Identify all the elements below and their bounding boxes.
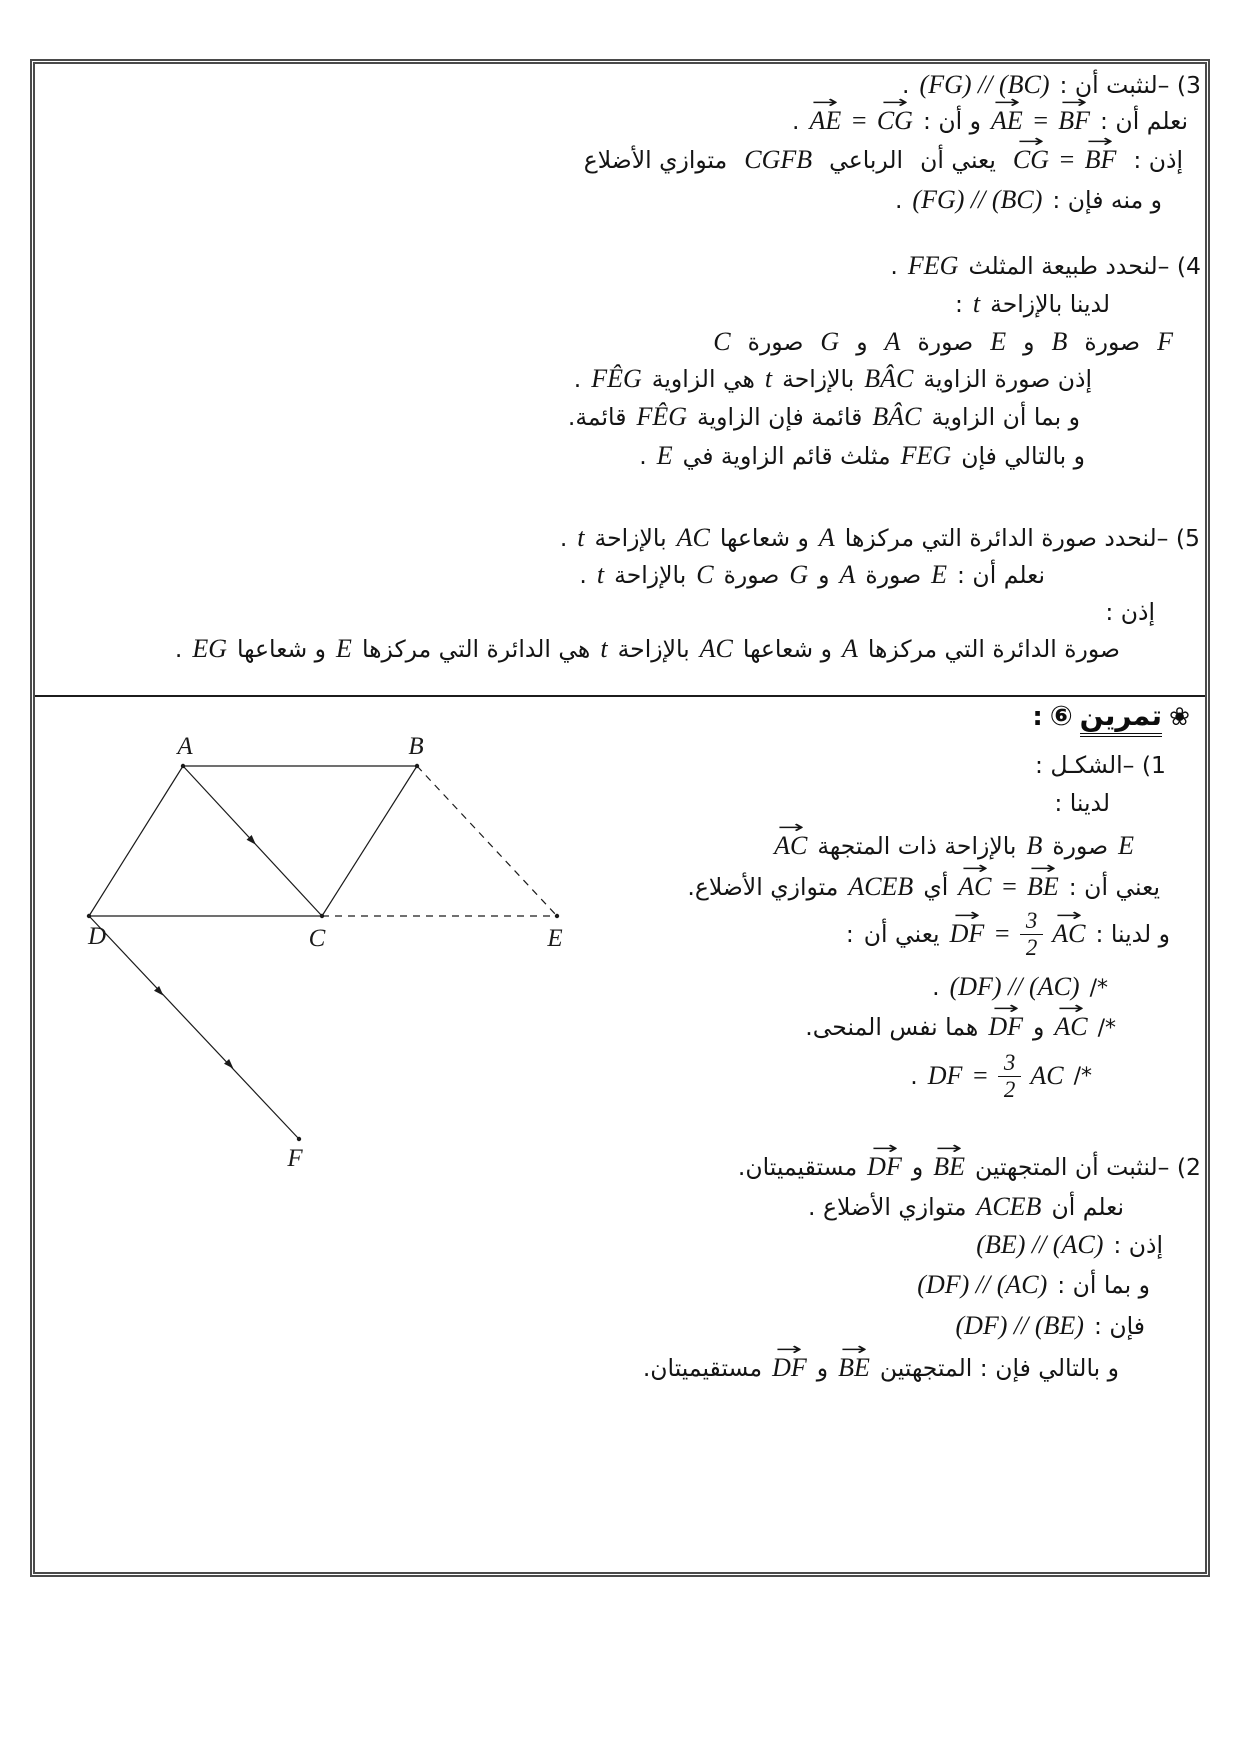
colon: : xyxy=(1032,702,1043,732)
point-c: C xyxy=(713,327,731,356)
solution-line-5-3 xyxy=(1105,598,1155,626)
solution-line-4-5 xyxy=(568,402,1080,432)
statement-text: لدينا : xyxy=(1054,789,1110,817)
solution-line-3-4 xyxy=(895,185,1162,215)
point-g: G xyxy=(820,327,840,356)
translation-symbol: t xyxy=(972,289,981,318)
vector-be: → BE xyxy=(838,1353,870,1383)
statement-text: نعلم أن : xyxy=(957,561,1045,589)
math-parallel: (FG) // (BC) xyxy=(919,70,1050,99)
exercise-number: ⑥ xyxy=(1049,701,1073,732)
statement-text: بالإزاحة xyxy=(614,561,687,589)
period: . xyxy=(579,561,587,589)
length-ac: AC xyxy=(1030,1061,1064,1091)
period: . xyxy=(559,524,568,552)
equals-sign: = xyxy=(850,106,868,135)
translation-symbol: t xyxy=(596,560,605,589)
statement-text: بالإزاحة ذات المتجهة xyxy=(817,832,1017,860)
radius-ac: AC xyxy=(676,523,710,552)
point-dot-b xyxy=(415,764,419,768)
statement-text: لدينا بالإزاحة xyxy=(990,290,1110,318)
solution-line-6-1-2 xyxy=(1054,789,1110,817)
statement-text: متوازي الأضلاع . xyxy=(808,1193,967,1221)
equals-sign: = xyxy=(1000,872,1019,901)
equals-sign: = xyxy=(1058,145,1076,174)
statement-text: صورة الدائرة التي مركزها xyxy=(867,635,1120,663)
period: . xyxy=(902,71,910,99)
point-label-d: D xyxy=(87,923,107,950)
radius-ac: AC xyxy=(699,634,733,663)
solution-line-5-4 xyxy=(175,634,1120,664)
fraction-numerator: 3 xyxy=(1020,908,1043,935)
point-dot-e xyxy=(555,914,559,918)
statement-text: هي الزاوية xyxy=(651,365,755,393)
solution-line-6-2-5 xyxy=(955,1311,1145,1341)
statement-text: صورة xyxy=(747,328,804,356)
solution-line-3-2 xyxy=(792,106,1188,136)
fraction-three-halves xyxy=(998,1050,1021,1102)
vector-bf: → BF xyxy=(1058,106,1090,136)
vector-bf: → BF xyxy=(1085,145,1117,175)
statement-text: و xyxy=(816,1354,829,1382)
statement-text: مستقيميتان. xyxy=(737,1153,858,1181)
statement-text: إذن : xyxy=(1105,598,1155,626)
vector-ac: → AC xyxy=(1054,1012,1087,1042)
point-dot-c xyxy=(320,914,324,918)
vector-equation-with-fraction xyxy=(950,908,1086,960)
vector-ac: → AC xyxy=(774,831,807,861)
bullet-star: */ xyxy=(1073,1063,1092,1089)
solution-line-6-1-4 xyxy=(687,872,1160,902)
statement-text: و لدينا : xyxy=(1095,920,1170,949)
statement-text: صورة xyxy=(865,561,922,589)
exercise-title-word: تمرين xyxy=(1080,699,1162,737)
statement-text: هما نفس المنحى. xyxy=(805,1013,979,1041)
statement-text: و xyxy=(1032,1013,1045,1041)
statement-text: و شعاعها xyxy=(719,524,809,552)
solution-line-6-2-4 xyxy=(917,1270,1150,1300)
statement-text: بالإزاحة xyxy=(617,635,690,663)
solution-line-6-1-8 xyxy=(910,1050,1092,1102)
solution-line-6-1-1 xyxy=(1035,751,1166,779)
statement-text: و بالتالي فإن : المتجهتين xyxy=(879,1354,1119,1382)
segment-df xyxy=(89,916,299,1139)
statement-text: صورة xyxy=(1052,832,1109,860)
flower-icon: ❀ xyxy=(1169,702,1190,731)
point-a: A xyxy=(884,327,901,356)
statement-text: و شعاعها xyxy=(742,635,832,663)
statement-text: إذن : xyxy=(1133,146,1183,174)
fraction-denominator: 2 xyxy=(1003,1076,1016,1102)
statement-text: متوازي الأضلاع. xyxy=(687,873,839,901)
statement-text: و أن : xyxy=(922,107,981,135)
quadrilateral-name: ACEB xyxy=(848,872,914,901)
triangle-name: FEG xyxy=(900,441,952,470)
fraction-numerator: 3 xyxy=(998,1050,1021,1077)
statement-text: و بالتالي فإن xyxy=(961,442,1085,470)
statement-text: مثلث قائم الزاوية في xyxy=(682,442,891,470)
segment-be-dashed xyxy=(417,766,557,916)
segment-ad xyxy=(89,766,183,916)
point-f: F xyxy=(1157,327,1173,356)
statement-text: قائمة فإن الزاوية xyxy=(696,403,863,431)
point-c: C xyxy=(696,560,714,589)
period: . xyxy=(932,973,940,1001)
equals-sign: = xyxy=(1031,106,1050,135)
geometry-figure xyxy=(58,698,618,1178)
solution-line-4-1 xyxy=(890,251,1201,281)
section-divider xyxy=(35,695,1205,697)
statement-text: مستقيميتان. xyxy=(642,1354,763,1382)
quadrilateral-name: ACEB xyxy=(976,1192,1042,1221)
math-parallel: (BE) // (AC) xyxy=(976,1230,1104,1259)
statement-text: 4) –لنحدد طبيعة المثلث xyxy=(968,252,1201,280)
math-parallel: (DF) // (AC) xyxy=(917,1270,1048,1299)
triangle-name: FEG xyxy=(907,251,959,280)
point-a: A xyxy=(818,523,835,552)
vector-df: → DF xyxy=(867,1152,902,1182)
statement-text: نعلم أن xyxy=(1051,1193,1124,1221)
point-a: A xyxy=(839,560,856,589)
segment-cb xyxy=(322,766,417,916)
point-b: B xyxy=(1026,831,1043,860)
period: . xyxy=(890,252,898,280)
vector-df: → DF xyxy=(988,1012,1023,1042)
statement-text: إذن صورة الزاوية xyxy=(923,365,1092,393)
statement-text: متوازي الأضلاع xyxy=(583,146,728,174)
statement-text: 3) –لنثبت أن : xyxy=(1059,71,1201,99)
statement-text: صورة xyxy=(1084,328,1141,356)
vector-ac: → AC xyxy=(958,872,991,902)
statement-text: قائمة. xyxy=(567,403,627,431)
solution-line-6-2-2 xyxy=(808,1192,1124,1222)
fraction-three-halves xyxy=(1020,908,1043,960)
point-label-c: C xyxy=(308,925,326,952)
statement-text: أي xyxy=(923,873,949,901)
solution-line-6-2-3 xyxy=(976,1230,1163,1260)
point-e: E xyxy=(336,634,352,663)
equals-sign: = xyxy=(971,1061,989,1091)
translation-symbol: t xyxy=(577,523,585,552)
point-e: E xyxy=(990,327,1007,356)
translation-symbol: t xyxy=(764,364,773,393)
period: . xyxy=(894,186,903,214)
angle-bac: BÂC xyxy=(864,364,914,393)
vector-equation xyxy=(810,106,913,136)
statement-text: 5) –لنحدد صورة الدائرة التي مركزها xyxy=(844,524,1200,552)
translation-symbol: t xyxy=(600,634,608,663)
statement-text: يعني أن xyxy=(920,146,996,174)
vector-be: → BE xyxy=(1027,872,1059,902)
point-dot-d xyxy=(87,914,91,918)
statement-text: يعني أن xyxy=(863,920,940,949)
vector-cg: → CG xyxy=(877,106,913,136)
statement-text: الرباعي xyxy=(829,146,904,174)
statement-text: بالإزاحة xyxy=(782,365,855,393)
solution-line-6-1-3 xyxy=(774,831,1134,861)
statement-text: يعني أن : xyxy=(1068,873,1160,901)
statement-text: و منه فإن : xyxy=(1052,186,1162,214)
statement-text: و شعاعها xyxy=(237,635,327,663)
point-dot-f xyxy=(297,1137,301,1141)
bullet-star: */ xyxy=(1089,976,1108,1001)
statement-text: و بما أن الزاوية xyxy=(931,403,1080,431)
vector-cg: → CG xyxy=(1013,145,1049,175)
period: . xyxy=(174,635,183,663)
point-label-f: F xyxy=(287,1145,303,1172)
statement-text: نعلم أن : xyxy=(1100,107,1188,135)
length-df: DF xyxy=(927,1061,963,1091)
vector-equation xyxy=(1013,145,1116,175)
statement-text: فإن : xyxy=(1093,1312,1145,1340)
solution-line-3-3 xyxy=(584,145,1183,175)
statement-text: و بما أن : xyxy=(1057,1271,1150,1299)
point-e: E xyxy=(1118,831,1134,860)
colon: : xyxy=(954,290,963,318)
point-e: E xyxy=(656,441,673,470)
point-g: G xyxy=(789,560,809,589)
statement-text: 1) –الشكـل : xyxy=(1034,751,1166,779)
length-equation-with-fraction xyxy=(928,1050,1064,1102)
point-label-b: B xyxy=(408,733,424,760)
period: . xyxy=(792,107,800,135)
math-parallel: (DF) // (BE) xyxy=(955,1311,1084,1340)
vector-df: → DF xyxy=(772,1353,807,1383)
equals-sign: = xyxy=(993,919,1011,949)
radius-eg: EG xyxy=(192,634,228,663)
point-a: A xyxy=(841,634,858,663)
math-parallel: (DF) // (AC) xyxy=(949,972,1080,1001)
angle-bac: BÂC xyxy=(872,402,922,431)
period: . xyxy=(910,1062,918,1091)
statement-text: صورة xyxy=(723,561,780,589)
statement-text: إذن : xyxy=(1113,1231,1163,1259)
vector-df: → DF xyxy=(950,919,985,949)
math-parallel: (FG) // (BC) xyxy=(912,185,1043,214)
solution-line-6-2-1 xyxy=(738,1152,1201,1182)
point-dot-a xyxy=(181,764,185,768)
solution-line-4-3 xyxy=(713,327,1173,357)
point-label-e: E xyxy=(547,925,563,952)
statement-text: و xyxy=(856,328,868,356)
colon: : xyxy=(845,920,854,949)
exercise-6-title xyxy=(1032,699,1190,737)
solution-line-5-1 xyxy=(560,523,1200,553)
angle-feg: FÊG xyxy=(636,402,687,431)
statement-text: و xyxy=(911,1153,924,1181)
point-label-a: A xyxy=(177,733,193,760)
period: . xyxy=(573,365,582,393)
statement-text: و xyxy=(818,561,830,589)
quadrilateral-name: CGFB xyxy=(744,145,813,174)
solution-line-4-6 xyxy=(639,441,1085,471)
vector-be: → BE xyxy=(933,1152,965,1182)
solution-line-6-1-6 xyxy=(932,972,1108,1002)
fraction-denominator: 2 xyxy=(1025,934,1038,960)
solution-line-4-4 xyxy=(574,364,1092,394)
statement-text: صورة xyxy=(917,328,974,356)
period: . xyxy=(639,442,647,470)
statement-text: و xyxy=(1023,328,1035,356)
statement-text: 2) –لنثبت أن المتجهتين xyxy=(974,1153,1201,1181)
solution-line-5-2 xyxy=(579,560,1045,590)
bullet-star: */ xyxy=(1097,1016,1116,1041)
solution-line-3-1 xyxy=(902,70,1201,100)
vector-ac: → AC xyxy=(1052,919,1085,949)
statement-text: بالإزاحة xyxy=(594,524,667,552)
point-b: B xyxy=(1051,327,1068,356)
statement-text: هي الدائرة التي مركزها xyxy=(361,635,591,663)
solution-line-4-2 xyxy=(955,289,1110,319)
solution-line-6-1-5 xyxy=(846,908,1170,960)
point-e: E xyxy=(931,560,948,589)
solution-line-6-1-7 xyxy=(805,1012,1116,1042)
solution-line-6-2-6 xyxy=(643,1353,1119,1383)
vector-ae: → AE xyxy=(810,106,842,136)
vector-ae: → AE xyxy=(991,106,1023,136)
vector-equation xyxy=(958,872,1059,902)
angle-feg: FÊG xyxy=(591,364,642,393)
